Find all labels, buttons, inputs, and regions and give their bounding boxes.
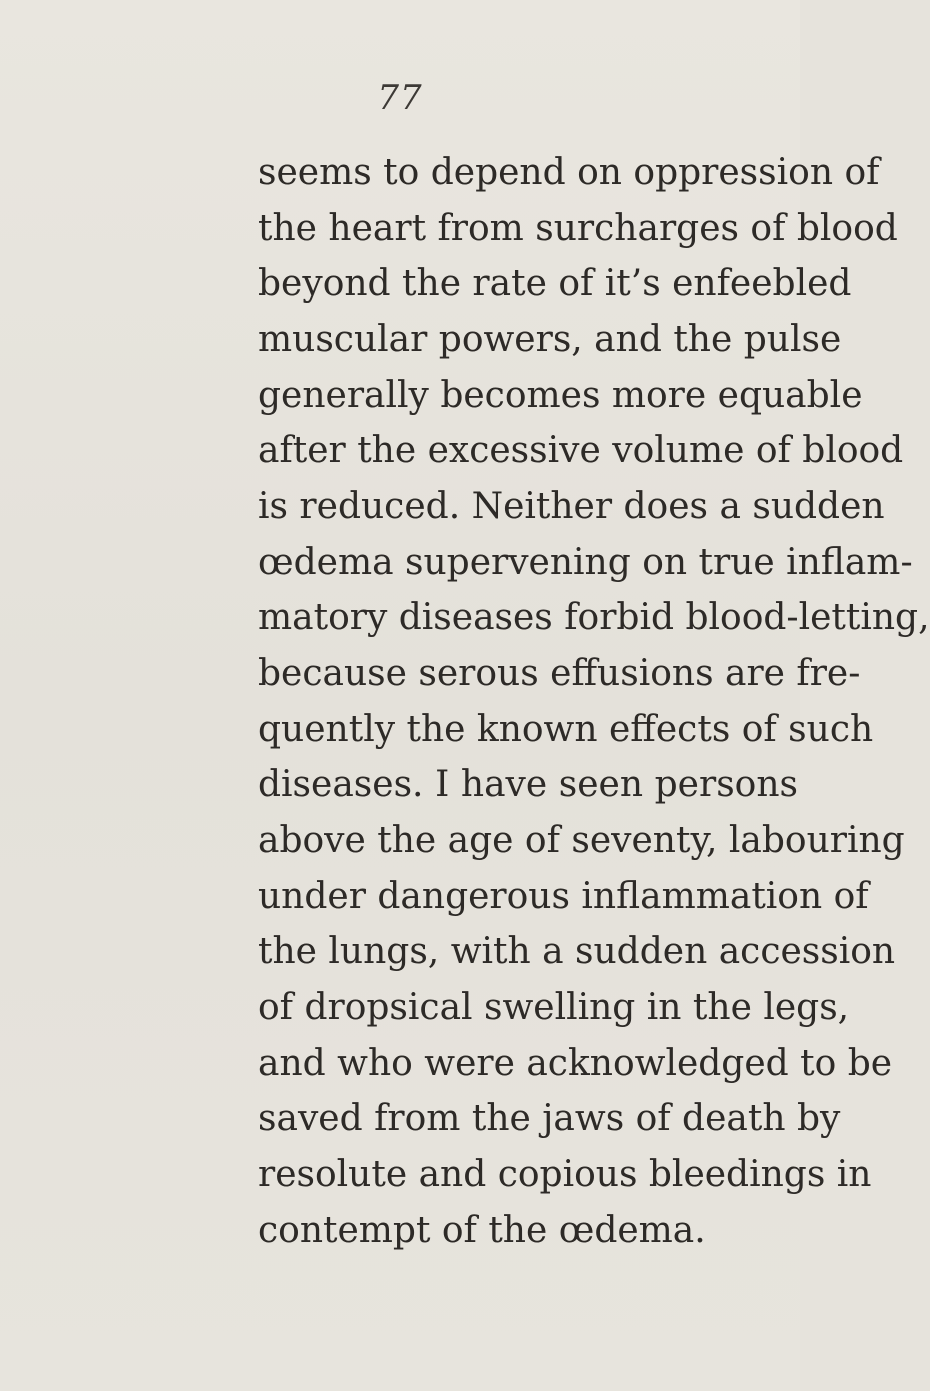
text-line: under dangerous inflammation of <box>258 876 869 917</box>
text-line: quently the known effects of such <box>258 709 874 750</box>
text-line: seems to depend on oppression of <box>258 152 880 193</box>
text-line: and who were acknowledged to be <box>258 1043 893 1084</box>
text-line: beyond the rate of it’s enfeebled <box>258 263 852 304</box>
page-number: 77 <box>377 78 423 118</box>
text-line: matory diseases forbid blood-letting, <box>258 597 930 638</box>
text-line: the heart from surcharges of blood <box>258 208 898 249</box>
text-line: generally becomes more equable <box>258 375 863 416</box>
text-line: diseases. I have seen persons <box>258 764 798 805</box>
text-line: the lungs, with a sudden accession <box>258 931 896 972</box>
text-line: above the age of seventy, labouring <box>258 820 905 861</box>
text-line: after the excessive volume of blood <box>258 430 904 471</box>
text-line: resolute and copious bleedings in <box>258 1154 872 1195</box>
text-line: is reduced. Neither does a sudden <box>258 486 885 527</box>
text-line: œdema supervening on true inflam- <box>258 542 913 583</box>
text-line: because serous effusions are fre- <box>258 653 861 694</box>
text-line: of dropsical swelling in the legs, <box>258 987 850 1028</box>
text-line: muscular powers, and the pulse <box>258 319 842 360</box>
text-line: saved from the jaws of death by <box>258 1098 841 1139</box>
text-line-last: contempt of the œdema. <box>258 1210 706 1251</box>
